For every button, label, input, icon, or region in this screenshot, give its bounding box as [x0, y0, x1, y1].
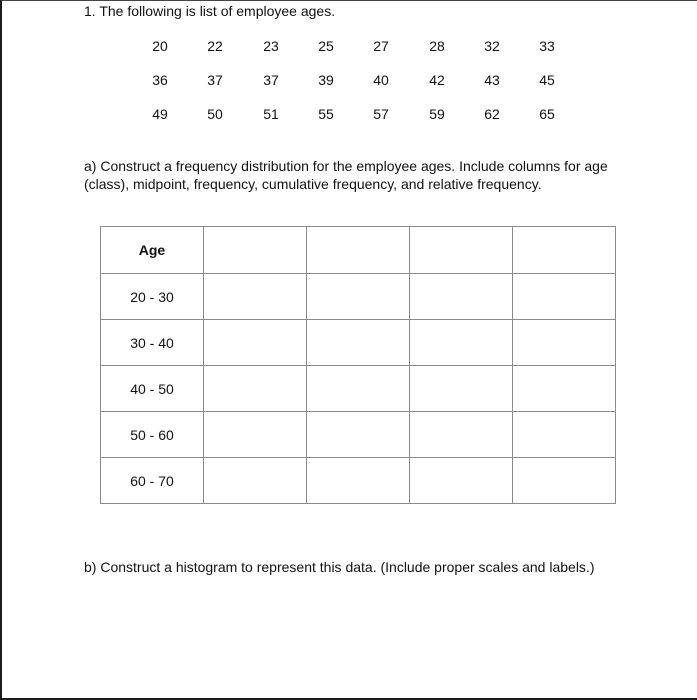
age-value: 45	[539, 72, 555, 88]
age-column-header: Age	[101, 227, 204, 274]
question-title: 1. The following is list of employee ages.	[84, 3, 336, 19]
age-class-cell: 50 - 60	[101, 412, 204, 458]
age-value: 50	[207, 106, 223, 122]
age-value: 49	[152, 106, 168, 122]
age-value: 62	[484, 106, 500, 122]
age-class-cell: 40 - 50	[101, 366, 204, 412]
part-a-instructions: a) Construct a frequency distribution for the employee ages. Include columns for age (class), midpoint, frequency, cumulative frequency, and relative frequency.	[84, 158, 608, 192]
empty-cell	[307, 412, 410, 458]
empty-cell	[513, 274, 616, 320]
frequency-distribution-table	[100, 226, 616, 504]
ages-row	[124, 38, 574, 72]
age-value: 37	[263, 72, 279, 88]
empty-cell	[307, 320, 410, 366]
table-row	[101, 458, 616, 504]
age-value: 51	[263, 106, 279, 122]
age-value: 28	[429, 38, 445, 54]
empty-cell	[513, 412, 616, 458]
age-value: 42	[429, 72, 445, 88]
empty-cell	[204, 320, 307, 366]
age-value: 55	[318, 106, 334, 122]
empty-cell	[204, 458, 307, 504]
ages-row	[124, 72, 574, 106]
empty-cell	[410, 274, 513, 320]
empty-cell	[410, 412, 513, 458]
age-class-cell: 60 - 70	[101, 458, 204, 504]
empty-header-cell	[410, 227, 513, 274]
empty-cell	[204, 366, 307, 412]
age-value: 43	[484, 72, 500, 88]
empty-header-cell	[204, 227, 307, 274]
age-class-cell: 20 - 30	[101, 274, 204, 320]
empty-cell	[307, 458, 410, 504]
table-row	[101, 412, 616, 458]
empty-cell	[410, 366, 513, 412]
age-value: 65	[539, 106, 555, 122]
empty-header-cell	[513, 227, 616, 274]
empty-cell	[513, 458, 616, 504]
empty-cell	[513, 366, 616, 412]
age-value: 20	[152, 38, 168, 54]
empty-header-cell	[307, 227, 410, 274]
table-row	[101, 274, 616, 320]
empty-cell	[410, 458, 513, 504]
ages-row	[124, 106, 574, 140]
table-row	[101, 320, 616, 366]
employee-ages-list	[124, 38, 574, 140]
table-header-row	[101, 227, 616, 274]
age-value: 27	[373, 38, 389, 54]
empty-cell	[410, 320, 513, 366]
age-value: 57	[373, 106, 389, 122]
age-value: 36	[152, 72, 168, 88]
age-value: 37	[207, 72, 223, 88]
age-value: 25	[318, 38, 334, 54]
age-value: 32	[484, 38, 500, 54]
empty-cell	[307, 366, 410, 412]
part-b-instructions: b) Construct a histogram to represent this data. (Include proper scales and labels.)	[84, 559, 595, 575]
age-value: 39	[318, 72, 334, 88]
age-value: 33	[539, 38, 555, 54]
age-value: 22	[207, 38, 223, 54]
age-value: 23	[263, 38, 279, 54]
age-class-cell: 30 - 40	[101, 320, 204, 366]
empty-cell	[204, 412, 307, 458]
age-value: 59	[429, 106, 445, 122]
empty-cell	[204, 274, 307, 320]
age-value: 40	[373, 72, 389, 88]
empty-cell	[307, 274, 410, 320]
empty-cell	[513, 320, 616, 366]
table-row	[101, 366, 616, 412]
